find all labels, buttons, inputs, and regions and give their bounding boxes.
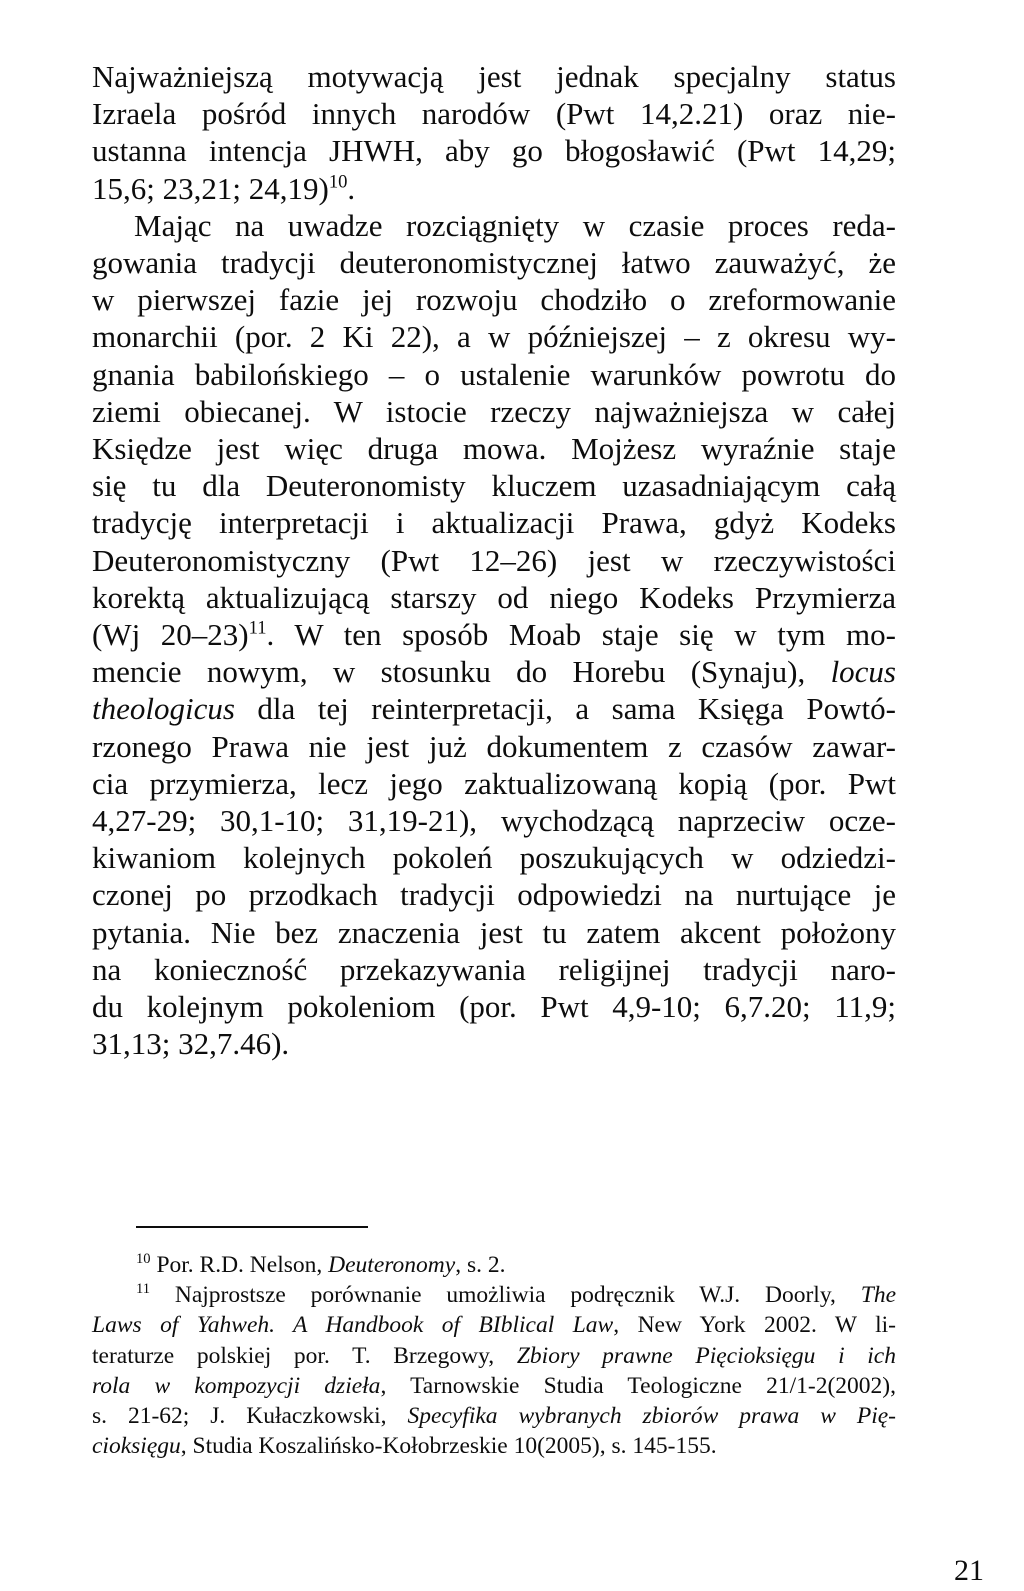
text-line: czonej po przodkach tradycji odpowiedzi na nurtujące je bbox=[92, 877, 896, 913]
text-line: monarchii (por. 2 Ki 22), a w późniejszej – z okresu wy- bbox=[92, 319, 896, 355]
text-fragment: Por. R.D. Nelson, bbox=[150, 1252, 329, 1278]
text-line bbox=[92, 170, 896, 207]
text-fragment: , Tarnowskie Studia Teologiczne 21/1-2(2002), bbox=[380, 1372, 896, 1399]
footnotes bbox=[92, 1250, 896, 1461]
text-line: na konieczność przekazywania religijnej tradycji naro- bbox=[92, 951, 896, 987]
text-line: Mając na uwadze rozciągnięty w czasie proces reda- bbox=[134, 207, 896, 243]
footnote-line bbox=[92, 1431, 896, 1461]
footnote-line bbox=[92, 1341, 896, 1371]
footnote-line bbox=[92, 1371, 896, 1401]
text-line: pytania. Nie bez znaczenia jest tu zatem akcent położony bbox=[92, 914, 896, 950]
text-line: gnania babilońskiego – o ustalenie warunków powrotu do bbox=[92, 356, 896, 392]
text-line: Księdze jest więc druga mowa. Mojżesz wyraźnie staje bbox=[92, 431, 896, 467]
text-fragment: mencie nowym, w stosunku do Horebu (Synaju), bbox=[92, 654, 831, 690]
text-line: korektą aktualizującą starszy od niego Kodeks Przymierza bbox=[92, 579, 896, 615]
text-line: cia przymierza, lecz jego zaktualizowaną kopią (por. Pwt bbox=[92, 765, 896, 801]
footnote-11 bbox=[92, 1280, 896, 1461]
text-fragment: , New York 2002. W li- bbox=[613, 1312, 896, 1339]
text-line bbox=[92, 616, 896, 653]
italic-title: The bbox=[860, 1282, 896, 1309]
text-line: rzonego Prawa nie jest już dokumentem z czasów zawar- bbox=[92, 728, 896, 764]
italic-title: Laws of Yahweh. A Handbook of BIblical Law bbox=[92, 1312, 614, 1339]
italic-title: Zbiory prawne Pięcioksięgu i ich bbox=[516, 1342, 896, 1369]
italic-title: Deuteronomy bbox=[328, 1252, 456, 1278]
italic-term: locus bbox=[830, 654, 896, 690]
text-line: gowania tradycji deuteronomistycznej łatwo zauważyć, że bbox=[92, 245, 896, 281]
text-line: Izraela pośród innych narodów (Pwt 14,2.21) oraz nie- bbox=[92, 96, 896, 132]
footnote-line bbox=[92, 1401, 896, 1431]
footnote-line bbox=[92, 1280, 896, 1310]
text-line: tradycję interpretacji i aktualizacji Prawa, gdyż Kodeks bbox=[92, 505, 896, 541]
text-line bbox=[92, 690, 896, 727]
text-fragment: . bbox=[347, 170, 356, 206]
text-fragment: dla tej reinterpretacji, a sama Księga Powtó- bbox=[234, 691, 896, 727]
footnote-separator bbox=[136, 1226, 368, 1228]
text-fragment: teraturze polskiej por. T. Brzegowy, bbox=[92, 1342, 517, 1369]
footnote-line bbox=[92, 1310, 896, 1340]
footnote-number: 10 bbox=[136, 1251, 151, 1268]
text-fragment: 15,6; 23,21; 24,19) bbox=[92, 170, 329, 206]
text-line: Deuteronomistyczny (Pwt 12–26) jest w rzeczywistości bbox=[92, 542, 896, 578]
page bbox=[92, 58, 984, 1587]
text-line: się tu dla Deuteronomisty kluczem uzasadniającym całą bbox=[92, 468, 896, 504]
text-line: ustanna intencja JHWH, aby go błogosławić (Pwt 14,29; bbox=[92, 133, 896, 169]
italic-title: cioksięgu bbox=[92, 1433, 181, 1460]
text-line: Najważniejszą motywacją jest jednak specjalny status bbox=[92, 59, 896, 94]
text-line: ziemi obiecanej. W istocie rzeczy najważniejsza w całej bbox=[92, 393, 896, 429]
italic-term: theologicus bbox=[92, 691, 235, 727]
page-number: 21 bbox=[954, 1554, 984, 1587]
text-line: 31,13; 32,7.46). bbox=[92, 1026, 290, 1062]
footnote-ref-10: 10 bbox=[328, 171, 348, 193]
paragraph-2 bbox=[92, 207, 896, 1063]
text-fragment: . W ten sposób Moab staje się w tym mo- bbox=[266, 617, 896, 653]
text-fragment: Najprostsze porównanie umożliwia podręcznik W.J. Doorly, bbox=[150, 1282, 861, 1309]
footnote-10 bbox=[92, 1250, 896, 1280]
text-line: w pierwszej fazie jej rozwoju chodziło o zreformowanie bbox=[92, 282, 896, 318]
paragraph-1 bbox=[92, 58, 896, 207]
footnote-ref-11: 11 bbox=[248, 617, 267, 639]
text-line: 4,27-29; 30,1-10; 31,19-21), wychodzącą naprzeciw ocze- bbox=[92, 803, 896, 839]
text-fragment: (Wj 20–23) bbox=[92, 617, 249, 653]
text-line: du kolejnym pokoleniom (por. Pwt 4,9-10; 6,7.20; 11,9; bbox=[92, 989, 896, 1025]
text-fragment: s. 21-62; J. Kułaczkowski, bbox=[92, 1403, 408, 1430]
footnote-number: 11 bbox=[136, 1281, 151, 1298]
text-line: kiwaniom kolejnych pokoleń poszukujących w odziedzi- bbox=[92, 840, 896, 876]
text-fragment: , Studia Koszalińsko-Kołobrzeskie 10(2005), s. 145-155. bbox=[180, 1433, 717, 1460]
text-fragment: , s. 2. bbox=[455, 1252, 506, 1278]
italic-title: Specyfika wybranych zbiorów prawa w Pię- bbox=[407, 1403, 896, 1430]
italic-title: rola w kompozycji dzieła bbox=[92, 1372, 381, 1399]
footnote-line bbox=[92, 1250, 896, 1280]
text-line bbox=[92, 653, 896, 690]
main-text bbox=[92, 58, 896, 1062]
